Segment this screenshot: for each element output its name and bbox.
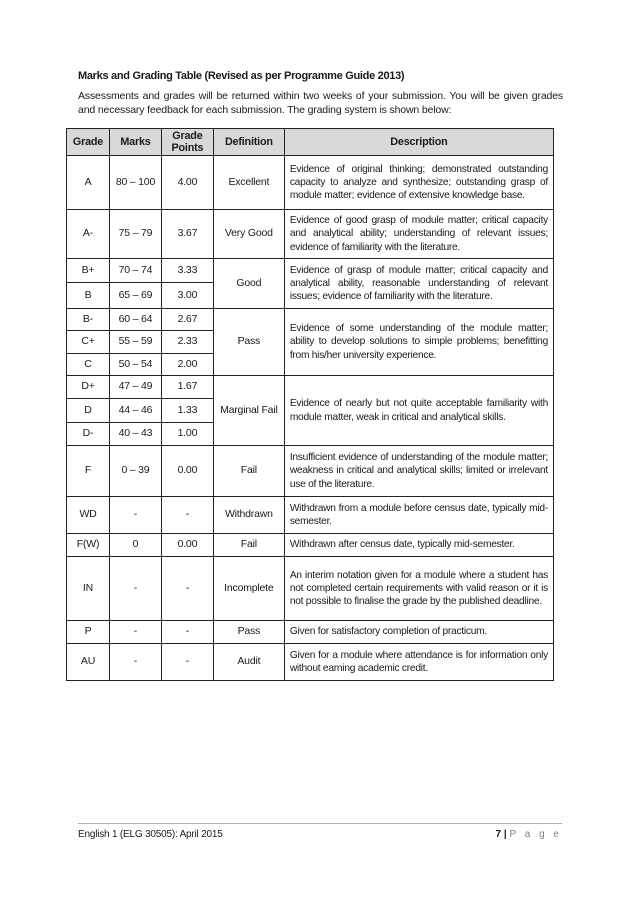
- grade-cell: IN: [67, 557, 110, 621]
- table-row: [67, 309, 554, 331]
- marks-cell: 0 – 39: [109, 446, 161, 497]
- definition-cell: Good: [213, 259, 284, 309]
- marks-cell: 40 – 43: [109, 423, 161, 446]
- marks-cell: 60 – 64: [109, 309, 161, 331]
- points-cell: 1.00: [161, 423, 213, 446]
- definition-cell: Audit: [213, 644, 284, 681]
- grade-cell: C+: [67, 331, 110, 354]
- marks-cell: -: [109, 557, 161, 621]
- grade-cell: D-: [67, 423, 110, 446]
- grade-cell: P: [67, 621, 110, 644]
- points-cell: 2.67: [161, 309, 213, 331]
- intro-paragraph: Assessments and grades will be returned within two weeks of your submission. You will be given grades and necessary feedback for each submission. The grading system is shown below:: [78, 90, 563, 116]
- section-heading: Marks and Grading Table (Revised as per Programme Guide 2013): [78, 70, 405, 82]
- header-marks: Marks: [109, 129, 161, 156]
- table-row: [67, 446, 554, 497]
- grade-cell: B: [67, 283, 110, 309]
- marks-cell: -: [109, 644, 161, 681]
- points-cell: 1.67: [161, 376, 213, 399]
- table-row: [67, 156, 554, 210]
- marks-cell: 47 – 49: [109, 376, 161, 399]
- page-separator: |: [503, 829, 507, 840]
- grade-cell: B-: [67, 309, 110, 331]
- points-cell: 0.00: [161, 534, 213, 557]
- table-header-row: [67, 129, 554, 156]
- marks-cell: 65 – 69: [109, 283, 161, 309]
- description-cell: Evidence of good grasp of module matter; critical capacity and analytical ability; understanding of relevant issues; evidence of familiarity with the literature.: [284, 210, 553, 259]
- points-cell: -: [161, 497, 213, 534]
- marks-cell: 55 – 59: [109, 331, 161, 354]
- definition-cell: Marginal Fail: [213, 376, 284, 446]
- definition-cell: Incomplete: [213, 557, 284, 621]
- table-row: [67, 644, 554, 681]
- table-row: [67, 376, 554, 399]
- points-cell: -: [161, 621, 213, 644]
- points-cell: -: [161, 644, 213, 681]
- footer-page-number: [496, 829, 562, 840]
- page-label: P a g e: [509, 829, 562, 840]
- points-cell: 4.00: [161, 156, 213, 210]
- description-cell: Withdrawn after census date, typically mid-semester.: [284, 534, 553, 557]
- definition-cell: Fail: [213, 446, 284, 497]
- grade-cell: D+: [67, 376, 110, 399]
- marks-cell: -: [109, 497, 161, 534]
- grade-cell: F: [67, 446, 110, 497]
- grade-cell: D: [67, 399, 110, 423]
- points-cell: 2.00: [161, 354, 213, 376]
- definition-cell: Very Good: [213, 210, 284, 259]
- points-cell: 0.00: [161, 446, 213, 497]
- description-cell: Evidence of some understanding of the module matter; ability to develop solutions to simple problems; benefitting from his/her university experience.: [284, 309, 553, 376]
- marks-cell: 70 – 74: [109, 259, 161, 283]
- definition-cell: Pass: [213, 309, 284, 376]
- description-cell: Evidence of original thinking; demonstrated outstanding capacity to analyze and synthesize; outstanding grasp of module matter; evidence of extensive knowledge base.: [284, 156, 553, 210]
- description-cell: An interim notation given for a module where a student has not completed certain requirements with valid reason or it is not possible to finalise the grade by the published deadline.: [284, 557, 553, 621]
- description-cell: Given for a module where attendance is for information only without earning academic credit.: [284, 644, 553, 681]
- table-row: [67, 497, 554, 534]
- grade-cell: A: [67, 156, 110, 210]
- definition-cell: Withdrawn: [213, 497, 284, 534]
- header-grade: Grade: [67, 129, 110, 156]
- header-description: Description: [284, 129, 553, 156]
- points-cell: -: [161, 557, 213, 621]
- marks-cell: 0: [109, 534, 161, 557]
- description-cell: Evidence of grasp of module matter; critical capacity and analytical ability, reasonable understanding of relevant issues; evidence of familiarity with the literature.: [284, 259, 553, 309]
- page-number: 7: [495, 829, 502, 840]
- grade-cell: F(W): [67, 534, 110, 557]
- marks-cell: 44 – 46: [109, 399, 161, 423]
- table-row: [67, 557, 554, 621]
- footer-course-info: English 1 (ELG 30505): April 2015: [78, 829, 223, 840]
- marks-cell: 75 – 79: [109, 210, 161, 259]
- marks-cell: -: [109, 621, 161, 644]
- grade-cell: B+: [67, 259, 110, 283]
- description-cell: Given for satisfactory completion of practicum.: [284, 621, 553, 644]
- table-row: [67, 210, 554, 259]
- grade-cell: WD: [67, 497, 110, 534]
- footer-divider: [78, 823, 562, 824]
- marks-cell: 80 – 100: [109, 156, 161, 210]
- points-cell: 3.67: [161, 210, 213, 259]
- points-cell: 1.33: [161, 399, 213, 423]
- table-row: [67, 534, 554, 557]
- table-row: [67, 259, 554, 283]
- header-definition: Definition: [213, 129, 284, 156]
- points-cell: 3.33: [161, 259, 213, 283]
- grade-cell: A-: [67, 210, 110, 259]
- definition-cell: Pass: [213, 621, 284, 644]
- grade-cell: AU: [67, 644, 110, 681]
- description-cell: Evidence of nearly but not quite acceptable familiarity with module matter, weak in critical and analytical skills.: [284, 376, 553, 446]
- points-cell: 3.00: [161, 283, 213, 309]
- grading-table: [66, 128, 554, 681]
- header-grade-points: Grade Points: [161, 129, 213, 156]
- description-cell: Withdrawn from a module before census date, typically mid-semester.: [284, 497, 553, 534]
- grade-cell: C: [67, 354, 110, 376]
- description-cell: Insufficient evidence of understanding of the module matter; weakness in critical and analytical skills; limited or irrelevant use of the literature.: [284, 446, 553, 497]
- definition-cell: Excellent: [213, 156, 284, 210]
- table-row: [67, 621, 554, 644]
- definition-cell: Fail: [213, 534, 284, 557]
- marks-cell: 50 – 54: [109, 354, 161, 376]
- points-cell: 2.33: [161, 331, 213, 354]
